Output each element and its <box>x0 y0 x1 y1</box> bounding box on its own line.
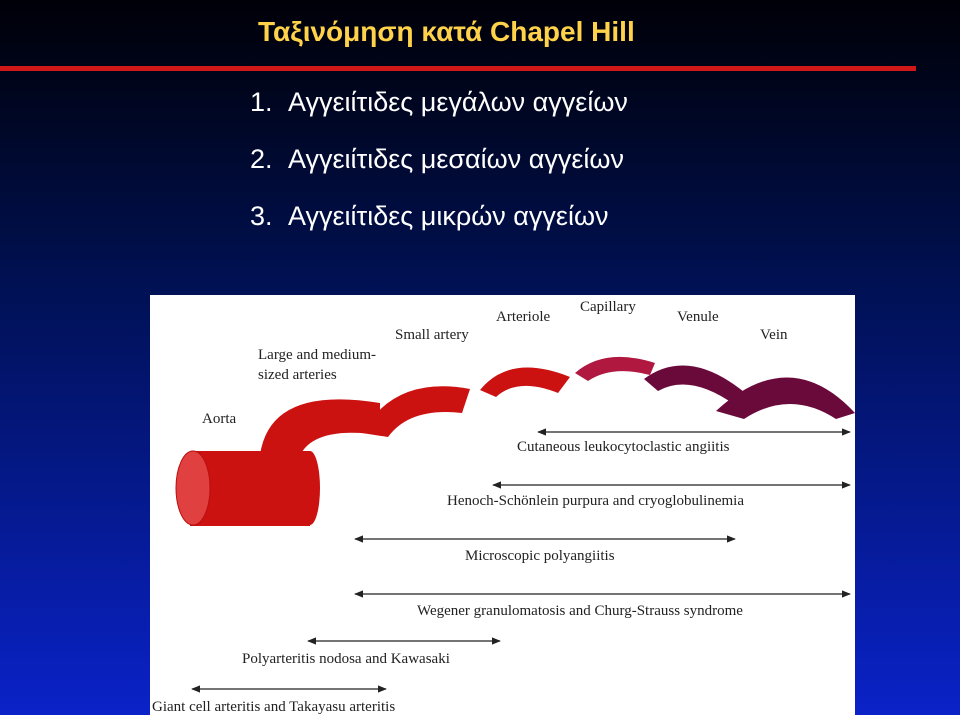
list-item <box>250 84 628 141</box>
label-capillary: Capillary <box>580 299 636 315</box>
small-artery-arch <box>362 386 470 437</box>
range-label-pan: Polyarteritis nodosa and Kawasaki <box>242 651 450 667</box>
label-vein: Vein <box>760 327 788 343</box>
classification-list <box>250 84 628 255</box>
item-number: 3. <box>250 201 273 231</box>
list-item <box>250 141 628 198</box>
vein-arch <box>716 377 855 419</box>
aorta-opening <box>176 451 210 525</box>
capillary-arch <box>575 357 655 381</box>
item-number: 2. <box>250 144 273 174</box>
aorta-end <box>300 451 320 525</box>
range-label-hsp: Henoch-Schönlein purpura and cryoglobulinemia <box>447 493 744 509</box>
label-large-medium-line1: Large and medium- <box>258 347 377 363</box>
range-label-mpa: Microscopic polyangiitis <box>465 548 615 564</box>
item-number: 1. <box>250 87 273 117</box>
label-large-medium-line2: sized arteries <box>258 367 337 383</box>
diagram-svg <box>150 295 855 715</box>
item-text: Αγγειίτιδες μεγάλων αγγείων <box>288 87 628 117</box>
range-label-wg-css: Wegener granulomatosis and Churg-Strauss syndrome <box>417 603 743 619</box>
arteriole-arch <box>480 368 570 397</box>
label-venule: Venule <box>677 309 719 325</box>
list-item <box>250 198 628 255</box>
large-artery-arch <box>260 399 380 460</box>
vessel-size-diagram <box>150 295 855 715</box>
label-small-artery: Small artery <box>395 327 469 343</box>
range-label-cla: Cutaneous leukocytoclastic angiitis <box>517 439 730 455</box>
item-text: Αγγειίτιδες μικρών αγγείων <box>288 201 609 231</box>
label-aorta: Aorta <box>202 411 237 427</box>
item-text: Αγγειίτιδες μεσαίων αγγείων <box>288 144 624 174</box>
range-label-gca: Giant cell arteritis and Takayasu arteritis <box>152 699 396 715</box>
label-arteriole: Arteriole <box>496 309 551 325</box>
title-divider <box>0 66 916 71</box>
slide-title: Ταξινόμηση κατά Chapel Hill <box>258 16 635 47</box>
